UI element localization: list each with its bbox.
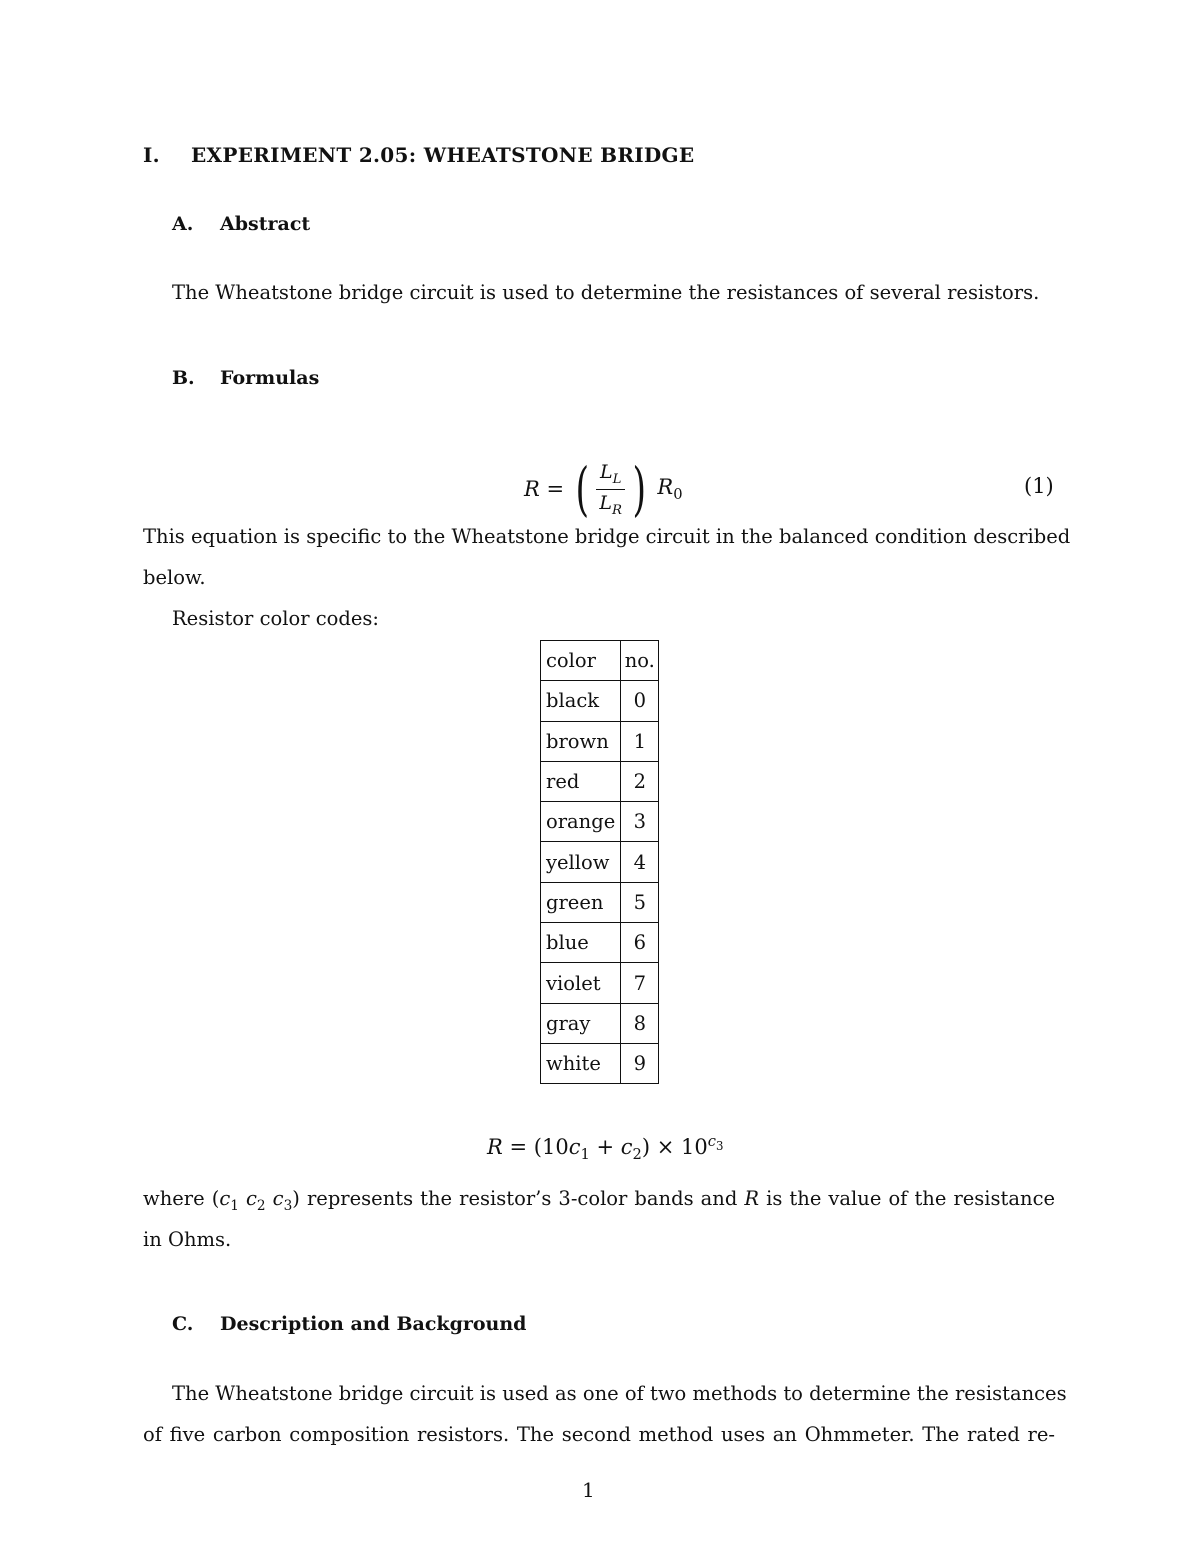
fraction: $\frac{L_L}{L_R}$	[595, 461, 626, 518]
section-title: EXPERIMENT 2.05: WHEATSTONE BRIDGE	[191, 143, 695, 167]
table-row	[541, 882, 659, 922]
abstract-title: Abstract	[220, 213, 311, 235]
description-title: Description and Background	[220, 1313, 527, 1335]
cell-color: orange	[541, 802, 621, 842]
cell-color: red	[541, 761, 621, 801]
cell-number: 3	[621, 802, 659, 842]
section-heading	[143, 143, 694, 167]
color-code-table	[540, 640, 659, 1084]
abstract-text: The Wheatstone bridge circuit is used to determine the resistances of several resistors.	[172, 281, 1040, 304]
abstract-heading	[172, 213, 310, 235]
table-row	[541, 842, 659, 882]
cell-number: 4	[621, 842, 659, 882]
where-line1: where ($c_1$ $c_2$ $c_3$) represents the resistor’s 3-color bands and R is the value of the resistance	[143, 1187, 1056, 1214]
cell-number: 1	[621, 721, 659, 761]
equation-number: (1)	[1024, 474, 1054, 498]
cell-color: white	[541, 1043, 621, 1083]
table-row	[541, 721, 659, 761]
formulas-title: Formulas	[220, 367, 320, 389]
cell-number: 9	[621, 1043, 659, 1083]
equation-description-line1: This equation is specific to the Wheatstone bridge circuit in the balanced condition described	[143, 525, 1071, 548]
cell-number: 2	[621, 761, 659, 801]
where-line2: in Ohms.	[143, 1228, 232, 1251]
table-row	[541, 1043, 659, 1083]
cell-number: 7	[621, 963, 659, 1003]
table-row	[541, 923, 659, 963]
where-middle: represents the resistor’s 3-color bands and	[306, 1187, 738, 1210]
cell-number: 6	[621, 923, 659, 963]
description-letter: C.	[172, 1313, 194, 1335]
cell-number: 0	[621, 681, 659, 721]
page-number: 1	[582, 1478, 595, 1502]
cell-color: blue	[541, 923, 621, 963]
table-header-row	[541, 641, 659, 681]
table-row	[541, 963, 659, 1003]
formulas-letter: B.	[172, 367, 195, 389]
description-heading	[172, 1313, 526, 1335]
right-paren: )	[632, 455, 647, 523]
where-word: where	[143, 1187, 205, 1210]
table-row	[541, 1003, 659, 1043]
header-number: no.	[621, 641, 659, 681]
equation-description-line2: below.	[143, 566, 206, 589]
color-codes-label: Resistor color codes:	[172, 607, 379, 630]
abstract-letter: A.	[172, 213, 194, 235]
table-row	[541, 761, 659, 801]
formulas-heading	[172, 367, 319, 389]
table-row	[541, 681, 659, 721]
cell-color: green	[541, 882, 621, 922]
cell-color: yellow	[541, 842, 621, 882]
header-color: color	[541, 641, 621, 681]
cell-number: 5	[621, 882, 659, 922]
left-paren: (	[575, 455, 589, 523]
description-line2: of five carbon composition resistors. The second method uses an Ohmmeter. The rated re-	[143, 1423, 1055, 1446]
where-end: is the value of the resistance	[766, 1187, 1056, 1210]
cell-color: violet	[541, 963, 621, 1003]
cell-number: 8	[621, 1003, 659, 1043]
cell-color: black	[541, 681, 621, 721]
equation-1: R = ( $\frac{L_L}{L_R}$ ) $R_0$	[524, 455, 683, 523]
section-number: I.	[143, 143, 160, 167]
cell-color: brown	[541, 721, 621, 761]
table-row	[541, 802, 659, 842]
cell-color: gray	[541, 1003, 621, 1043]
description-line1: The Wheatstone bridge circuit is used as one of two methods to determine the resistances	[172, 1382, 1067, 1405]
equation-2: $R = (10c_1 + c_2) \times 10^{c_3}$	[487, 1133, 724, 1164]
